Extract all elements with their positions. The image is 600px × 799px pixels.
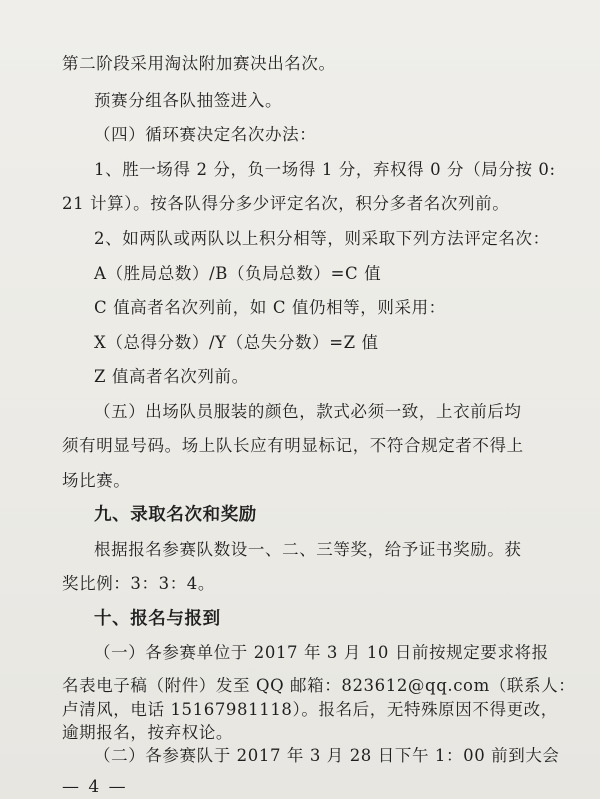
section-subheading: （一）各参赛单位于 2017 年 3 月 10 日前按规定要求将报 [94, 643, 549, 662]
body-line: 预赛分组各队抽签进入。 [94, 91, 283, 110]
body-line: 奖比例：3：3：4。 [62, 574, 215, 593]
body-line: 名表电子稿（附件）发至 QQ 邮箱：823612@qq.com（联系人： [62, 676, 576, 695]
body-line: 根据报名参赛队数设一、二、三等奖，给予证书奖励。获 [94, 540, 522, 559]
body-line: Z 值高者名次列前。 [94, 367, 249, 386]
body-line: 2、如两队或两队以上积分相等，则采取下列方法评定名次： [94, 229, 550, 248]
formula-line: A（胜局总数）/B（负局总数）=C 值 [94, 264, 382, 283]
body-line: 逾期报名，按弃权论。 [62, 723, 233, 742]
section-subheading: （四）循环赛决定名次办法： [94, 125, 317, 144]
section-subheading: （五）出场队员服装的颜色，款式必须一致，上衣前后均 [94, 402, 522, 421]
body-line: 第二阶段采用淘汰附加赛决出名次。 [62, 54, 336, 73]
formula-line: X（总得分数）/Y（总失分数）=Z 值 [94, 333, 379, 352]
page-number: — 4 — [62, 777, 128, 797]
body-line: 场比赛。 [62, 471, 131, 490]
body-line: 21 计算）。按各队得分多少评定名次，积分多者名次列前。 [62, 194, 510, 213]
body-line: 1、胜一场得 2 分，负一场得 1 分，弃权得 0 分（局分按 0: [94, 160, 556, 179]
section-subheading: （二）各参赛队于 2017 年 3 月 28 日下午 1：00 前到大会 [94, 746, 560, 765]
body-line: C 值高者名次列前，如 C 值仍相等，则采用： [94, 298, 446, 317]
body-line: 须有明显号码。场上队长应有明显标记，不符合规定者不得上 [62, 436, 524, 455]
section-heading: 九、录取名次和奖励 [94, 505, 257, 525]
body-line: 卢清风，电话 15167981118）。报名后，无特殊原因不得更改， [62, 700, 558, 719]
section-heading: 十、报名与报到 [94, 609, 221, 629]
